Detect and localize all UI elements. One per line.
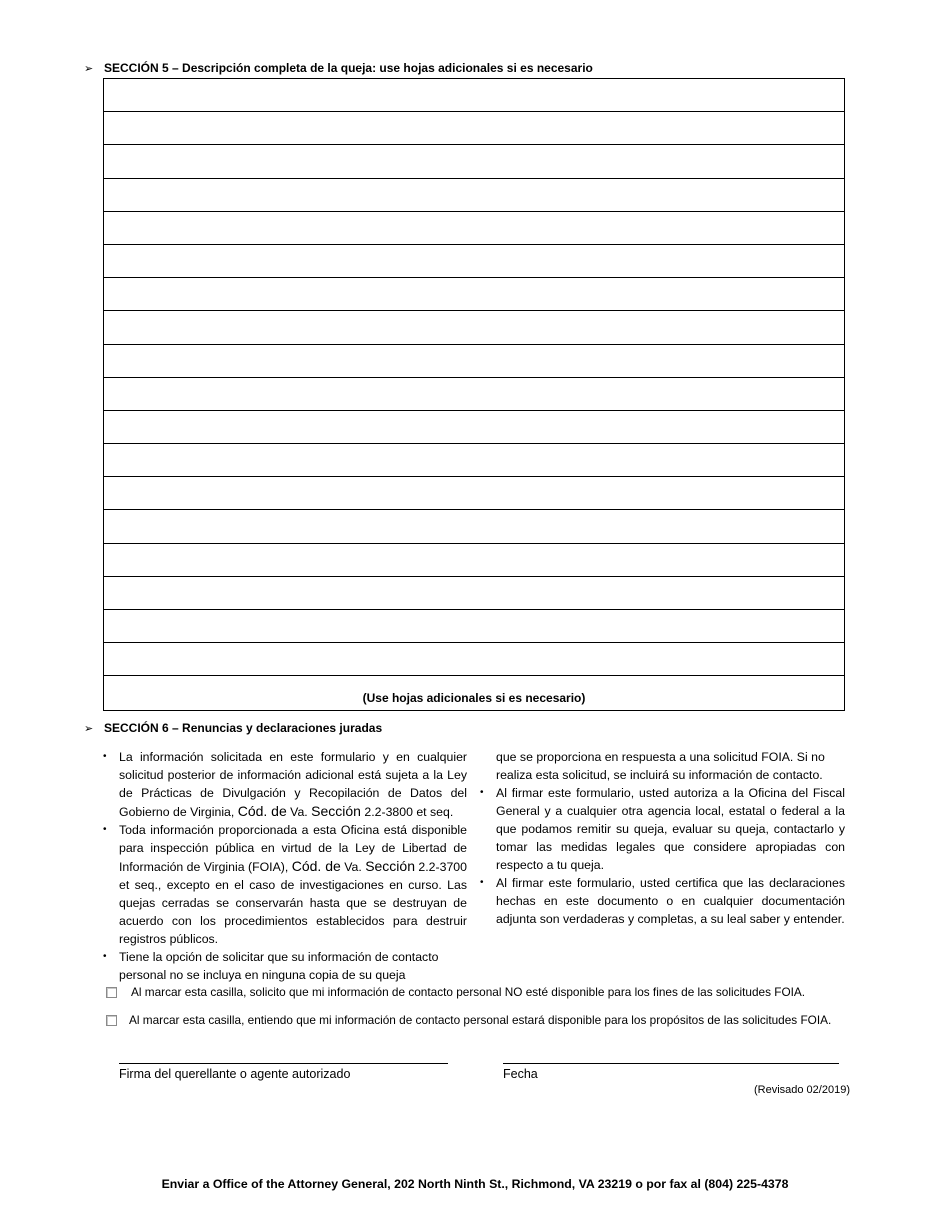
complaint-line[interactable] <box>104 112 844 145</box>
code-ref-number: 2.2-3800 et seq. <box>360 805 454 819</box>
complaint-line[interactable] <box>104 179 844 212</box>
complaint-line[interactable] <box>104 278 844 311</box>
foia-opt-out-row[interactable] <box>106 985 805 999</box>
complaint-line[interactable] <box>104 345 844 378</box>
bullet-icon: • <box>103 751 107 762</box>
date-line[interactable] <box>503 1063 839 1064</box>
disclaimer-item <box>480 874 845 928</box>
complaint-line[interactable] <box>104 79 844 112</box>
disclaimer-item <box>480 784 845 874</box>
code-ref-va: Va. <box>340 860 366 874</box>
complaint-line[interactable] <box>104 510 844 543</box>
complaint-line[interactable] <box>104 643 844 676</box>
complaint-line[interactable] <box>104 544 844 577</box>
complaint-lines <box>104 79 844 676</box>
disclaimer-text: Al firmar este formulario, usted certifica que las declaraciones hechas en este documento o en cualquier documentación adjunta son verdaderas y completas, a su leal saber y entender. <box>496 876 845 926</box>
bullet-icon: • <box>103 951 107 962</box>
disclaimer-text: Toda información proporcionada a esta Oficina está disponible para inspección pública en virtud de la Ley de Libertad de Información de Virginia (FOIA), <box>119 823 467 874</box>
code-ref: Cód. de <box>291 858 341 874</box>
complaint-line[interactable] <box>104 145 844 178</box>
date-label: Fecha <box>503 1067 538 1081</box>
disclaimer-item <box>103 948 467 984</box>
complaint-line[interactable] <box>104 245 844 278</box>
arrow-bullet-icon: ➢ <box>84 722 94 735</box>
complaint-line[interactable] <box>104 378 844 411</box>
foia-opt-out-checkbox[interactable] <box>106 987 117 998</box>
additional-sheets-note: (Use hojas adicionales si es necesario) <box>362 691 586 706</box>
code-ref-number: 2.2-3700 et seq., excepto en el caso de investigaciones en curso. Las quejas cerradas se conservarán hasta que se destruyan de acuerdo con los procedimientos establecidos para destruir registros públicos. <box>119 860 467 946</box>
foia-opt-in-label: Al marcar esta casilla, entiendo que mi información de contacto personal estará disponible para los propósitos de las solicitudes FOIA. <box>129 1013 832 1027</box>
disclaimer-text: La información solicitada en este formulario y en cualquier solicitud posterior de información adicional está sujeta a la Ley de Prácticas de Divulgación y Recopilación de Datos del Gobierno de Virginia, <box>119 750 467 819</box>
complaint-line[interactable] <box>104 212 844 245</box>
disclaimer-left-column <box>103 748 467 984</box>
signature-line[interactable] <box>119 1063 448 1064</box>
foia-opt-out-label: Al marcar esta casilla, solicito que mi información de contacto personal NO esté disponible para los fines de las solicitudes FOIA. <box>131 985 806 999</box>
bullet-icon: • <box>480 877 484 888</box>
bullet-icon: • <box>480 787 484 798</box>
code-ref: Cód. de <box>237 803 287 819</box>
disclaimer-continuation: que se proporciona en respuesta a una solicitud FOIA. Si no realiza esta solicitud, se incluirá su información de contacto. <box>496 750 825 782</box>
section5-heading <box>84 61 593 75</box>
code-ref-section: Sección <box>365 858 415 874</box>
disclaimer-text: Al firmar este formulario, usted autoriza a la Oficina del Fiscal General y a cualquier otra agencia local, estatal o federal a la que podamos remitir su queja, evaluar su queja, contactarlo y tomar las medidas legales que considere apropiadas con respecto a tu queja. <box>496 786 845 872</box>
complaint-line[interactable] <box>104 577 844 610</box>
section6-title: SECCIÓN 6 – Renuncias y declaraciones juradas <box>104 721 383 735</box>
code-ref-va: Va. <box>286 805 312 819</box>
section6-heading <box>84 721 382 735</box>
complaint-line[interactable] <box>104 444 844 477</box>
foia-opt-in-row[interactable] <box>106 1013 831 1027</box>
disclaimer-right-column <box>480 748 845 928</box>
code-ref-section: Sección <box>311 803 361 819</box>
section5-title: SECCIÓN 5 – Descripción completa de la queja: use hojas adicionales si es necesario <box>104 61 593 75</box>
disclaimer-item <box>103 821 467 948</box>
bullet-icon: • <box>103 824 107 835</box>
complaint-line[interactable] <box>104 411 844 444</box>
arrow-bullet-icon: ➢ <box>84 62 94 75</box>
mailing-address-footer: Enviar a Office of the Attorney General, 202 North Ninth St., Richmond, VA 23219 o por fax al (804) 225-4378 <box>161 1177 789 1191</box>
signature-label: Firma del querellante o agente autorizado <box>119 1067 351 1081</box>
complaint-description-box[interactable] <box>103 78 845 711</box>
disclaimer-text: Tiene la opción de solicitar que su información de contacto personal no se incluya en ninguna copia de su queja <box>119 950 439 982</box>
complaint-line[interactable] <box>104 477 844 510</box>
complaint-line[interactable] <box>104 311 844 344</box>
revision-note: (Revisado 02/2019) <box>753 1084 850 1096</box>
complaint-line[interactable] <box>104 610 844 643</box>
disclaimer-item <box>103 748 467 821</box>
foia-opt-in-checkbox[interactable] <box>106 1015 117 1026</box>
